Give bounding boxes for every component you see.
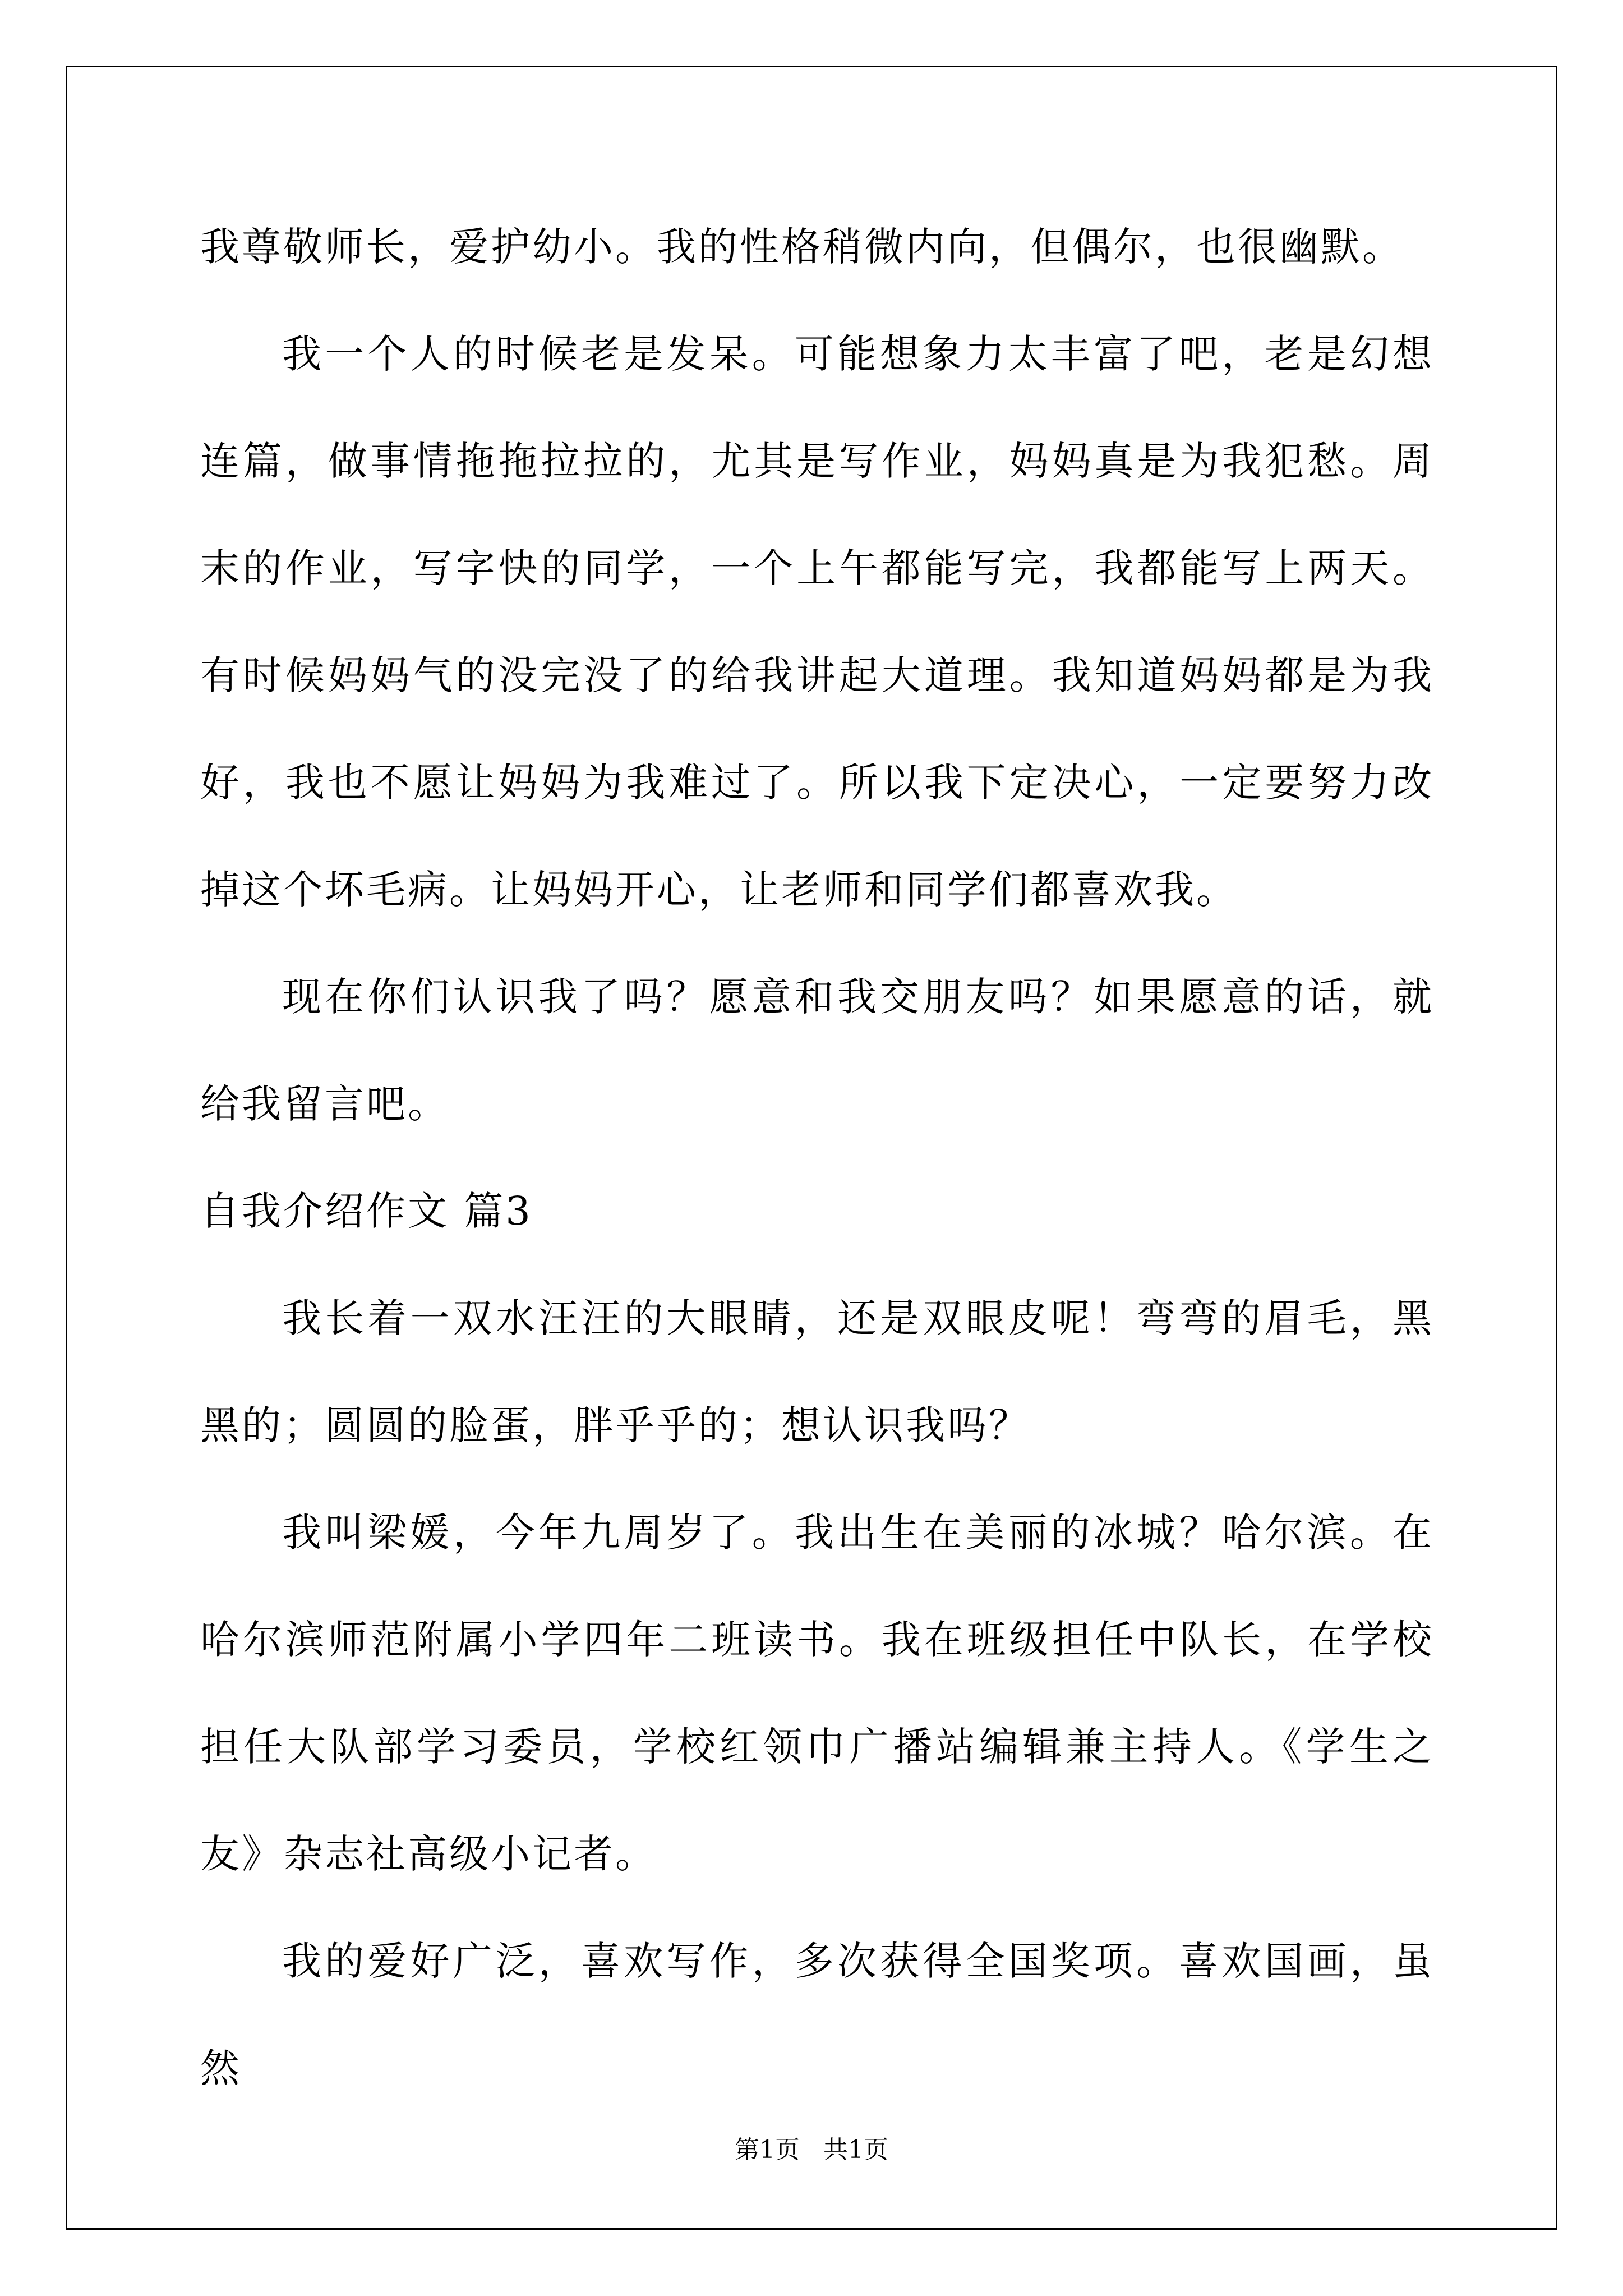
document-body [200,194,1434,2122]
page-number: 第1页 [735,2136,800,2164]
paragraph: 现在你们认识我了吗？愿意和我交朋友吗？如果愿意的话，就给我留言吧。 [200,974,1434,1127]
paragraph: 我长着一双水汪汪的大眼睛，还是双眼皮呢！弯弯的眉毛，黑黑的；圆圆的脸蛋，胖乎乎的；想认识我吗？ [200,1295,1434,1448]
paragraph: 我尊敬师长，爱护幼小。我的性格稍微内向，但偶尔，也很幽默。 [200,224,1404,270]
paragraph: 我一个人的时候老是发呆。可能想象力太丰富了吧，老是幻想连篇，做事情拖拖拉拉的，尤其是写作业，妈妈真是为我犯愁。周末的作业，写字快的同学，一个上午都能写完，我都能写上两天。有时候妈妈气的没完没了的给我讲起大道理。我知道妈妈都是为我好，我也不愿让妈妈为我难过了。所以我下定决心，一定要努力改掉这个坏毛病。让妈妈开心，让老师和同学们都喜欢我。 [200,331,1434,913]
page-footer [0,2136,1623,2164]
paragraph: 我叫梁媛，今年九周岁了。我出生在美丽的冰城？哈尔滨。在哈尔滨师范附属小学四年二班读书。我在班级担任中队长，在学校担任大队部学习委员，学校红领巾广播站编辑兼主持人。《学生之友》杂志社高级小记者。 [200,1510,1434,1877]
section-heading: 自我介绍作文 篇3 [200,1188,533,1234]
paragraph: 我的爱好广泛，喜欢写作，多次获得全国奖项。喜欢国画，虽然 [200,1938,1434,2091]
page-total: 共1页 [823,2136,888,2164]
